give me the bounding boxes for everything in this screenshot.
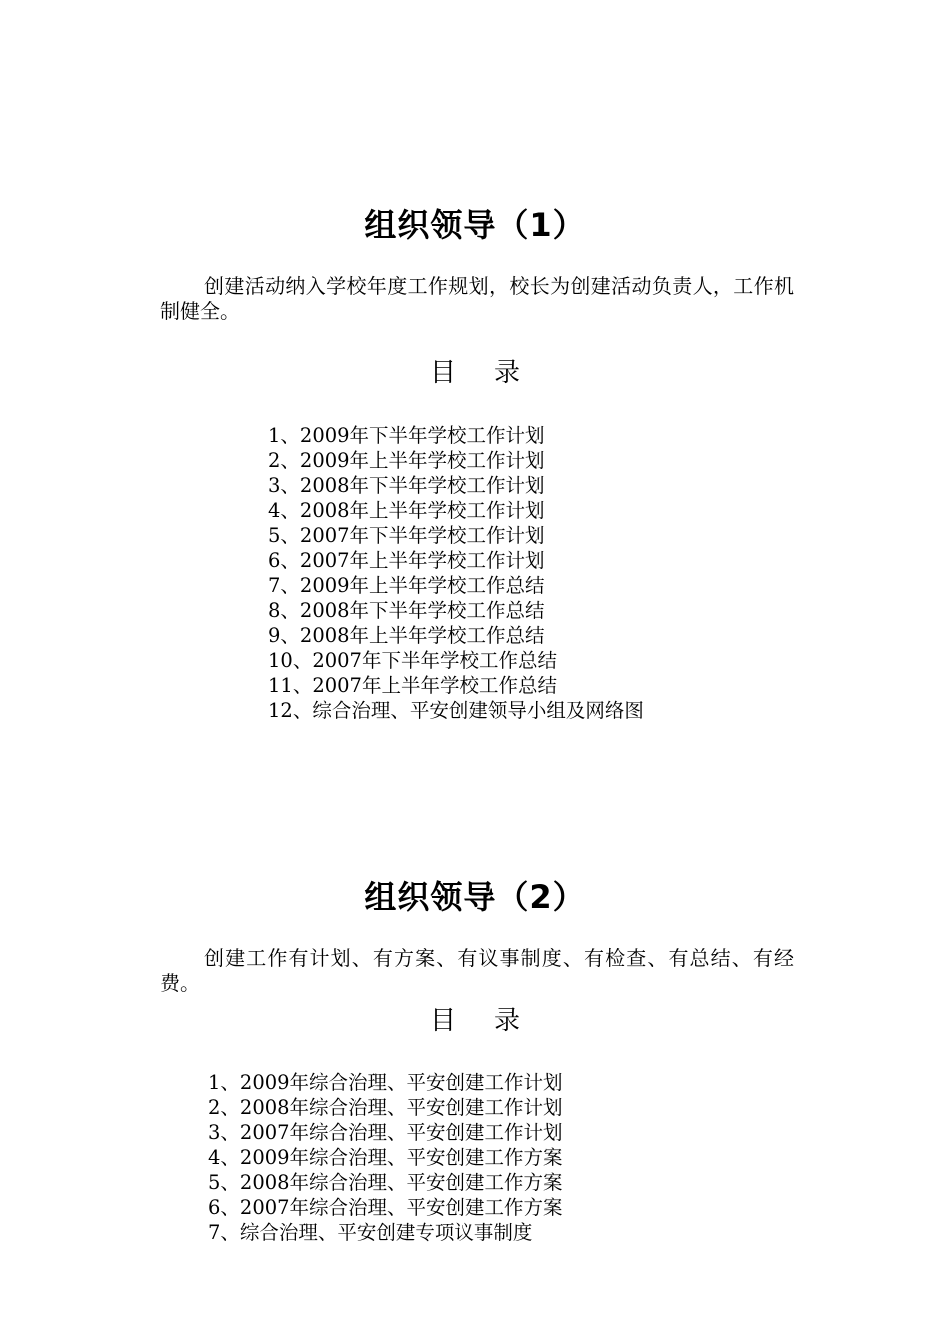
toc-item: 8、2008年下半年学校工作总结 — [268, 599, 545, 622]
toc-item: 5、2008年综合治理、平安创建工作方案 — [208, 1171, 563, 1194]
toc-item: 9、2008年上半年学校工作总结 — [268, 624, 545, 647]
toc-item: 4、2008年上半年学校工作计划 — [268, 499, 545, 522]
toc-item: 5、2007年下半年学校工作计划 — [268, 524, 545, 547]
toc-item: 3、2007年综合治理、平安创建工作计划 — [208, 1121, 563, 1144]
toc-item: 10、2007年下半年学校工作总结 — [268, 649, 557, 672]
toc-heading-char: 录 — [494, 358, 521, 388]
toc-item: 7、2009年上半年学校工作总结 — [268, 574, 545, 597]
section-2-intro: 创建工作有计划、有方案、有议事制度、有检查、有总结、有经费。 — [160, 946, 794, 995]
toc-item: 4、2009年综合治理、平安创建工作方案 — [208, 1146, 563, 1169]
section-2-toc-list — [208, 1070, 563, 1245]
section-2-toc-heading — [0, 1005, 950, 1037]
toc-item: 6、2007年综合治理、平安创建工作方案 — [208, 1196, 563, 1219]
toc-item: 6、2007年上半年学校工作计划 — [268, 549, 545, 572]
section-1-toc-heading — [0, 357, 950, 389]
toc-heading-char: 录 — [494, 1006, 521, 1036]
toc-item: 1、2009年下半年学校工作计划 — [268, 424, 545, 447]
toc-item: 2、2009年上半年学校工作计划 — [268, 449, 545, 472]
toc-item: 3、2008年下半年学校工作计划 — [268, 474, 545, 497]
section-1-intro: 创建活动纳入学校年度工作规划，校长为创建活动负责人，工作机制健全。 — [160, 274, 794, 323]
toc-heading-char: 目 — [429, 358, 456, 388]
toc-item: 12、综合治理、平安创建领导小组及网络图 — [268, 699, 644, 722]
toc-item: 2、2008年综合治理、平安创建工作计划 — [208, 1096, 563, 1119]
section-1-title: 组织领导（1） — [364, 206, 586, 244]
toc-item: 7、综合治理、平安创建专项议事制度 — [208, 1221, 533, 1244]
section-2-title: 组织领导（2） — [364, 878, 586, 916]
toc-heading-char: 目 — [429, 1006, 456, 1036]
toc-item: 1、2009年综合治理、平安创建工作计划 — [208, 1071, 563, 1094]
toc-item: 11、2007年上半年学校工作总结 — [268, 674, 557, 697]
section-1-toc-list — [268, 423, 644, 723]
